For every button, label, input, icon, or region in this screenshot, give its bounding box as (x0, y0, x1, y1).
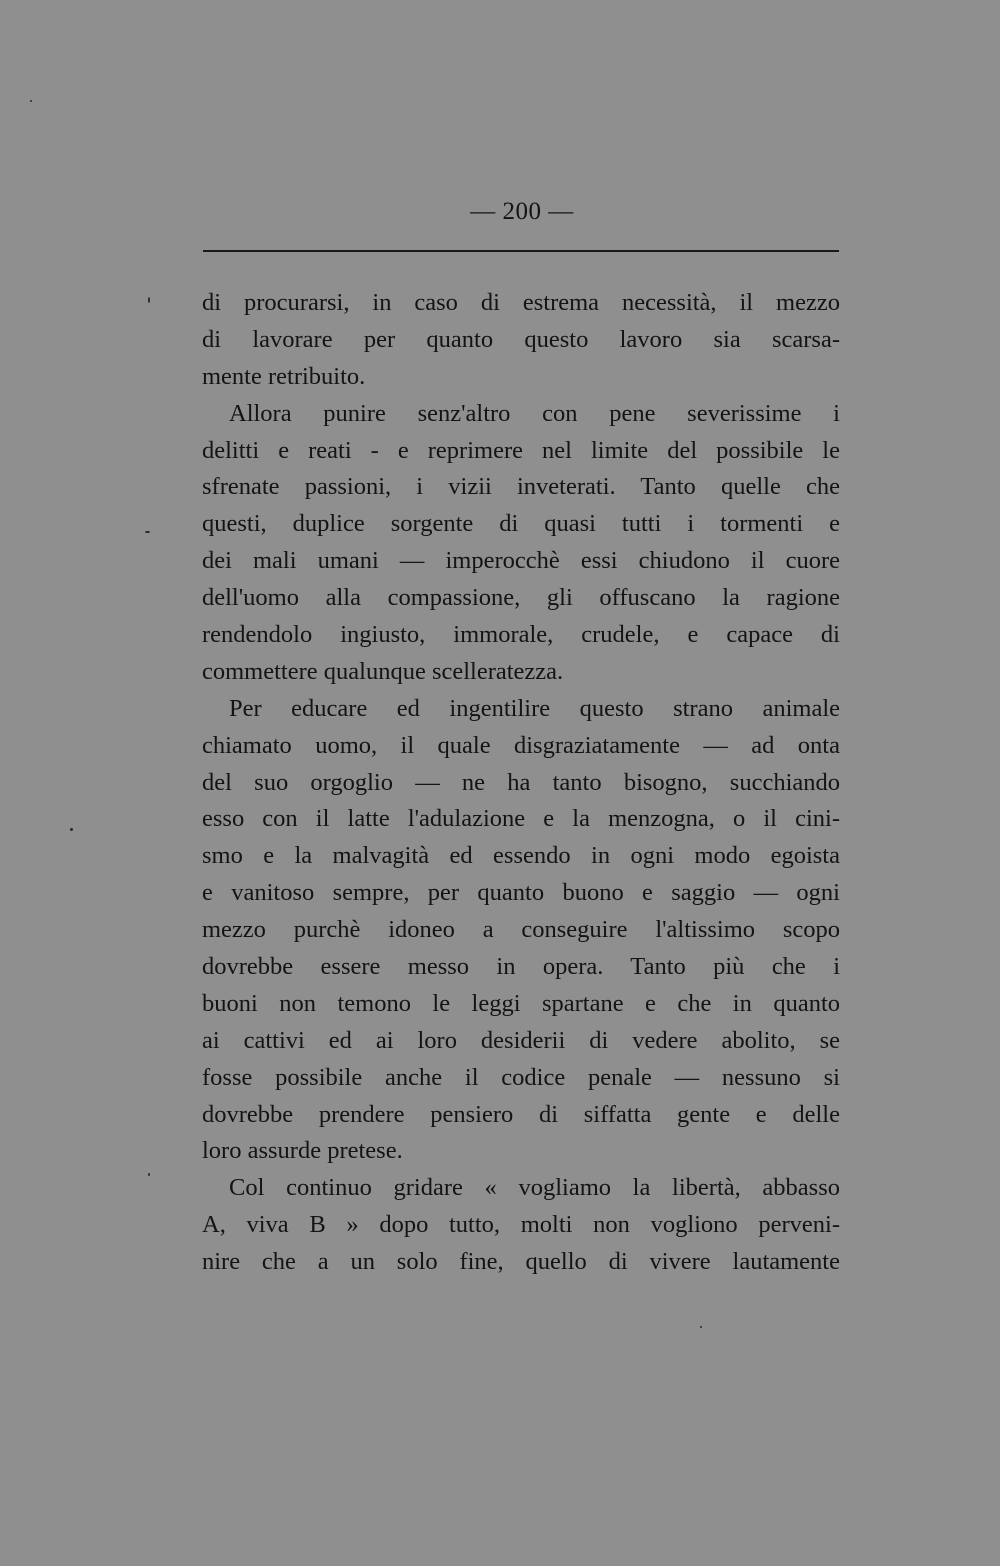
text-line: del suo orgoglio — ne ha tanto bisogno, succhiando (202, 768, 840, 796)
text-line: ai cattivi ed ai loro desiderii di vedere abolito, se (202, 1026, 840, 1054)
text-line: dei mali umani — imperocchè essi chiudono il cuore (202, 547, 840, 575)
scan-speck (700, 1326, 702, 1328)
text-line: nire che a un solo fine, quello di vivere lautamente (202, 1248, 840, 1276)
text-line: e vanitoso sempre, per quanto buono e saggio — ogni (202, 879, 840, 907)
text-line: di procurarsi, in caso di estrema necessità, il mezzo (202, 289, 840, 316)
scan-speck (30, 100, 32, 102)
text-line: Per educare ed ingentilire questo strano animale (229, 694, 840, 722)
text-line: di lavorare per quanto questo lavoro sia scarsa- (202, 325, 840, 353)
text-line: delitti e reati - e reprimere nel limite del possibile le (202, 436, 840, 464)
text-line: chiamato uomo, il quale disgraziatamente — ad onta (202, 731, 840, 759)
text-line: dovrebbe essere messo in opera. Tanto più che i (202, 953, 840, 981)
text-line: Allora punire senz'altro con pene severissime i (229, 399, 840, 427)
text-line: commettere qualunque scelleratezza. (202, 657, 564, 685)
text-line: mente retribuito. (202, 362, 366, 390)
text-line: questi, duplice sorgente di quasi tutti i tormenti e (202, 510, 840, 538)
text-line: fosse possibile anche il codice penale — nessuno si (202, 1063, 840, 1091)
page-number: — 200 — (470, 198, 574, 225)
scan-speck (145, 531, 150, 533)
text-line: buoni non temono le leggi spartane e che in quanto (202, 989, 840, 1017)
header-rule (203, 250, 839, 252)
scan-speck (70, 828, 73, 831)
scan-speck (148, 297, 150, 303)
text-line: sfrenate passioni, i vizii inveterati. Tanto quelle che (202, 473, 840, 501)
text-line: esso con il latte l'adulazione e la menzogna, o il cini- (202, 805, 840, 833)
body-text (202, 285, 840, 1281)
text-line: smo e la malvagità ed essendo in ogni modo egoista (202, 842, 840, 870)
text-line: A, viva B » dopo tutto, molti non vogliono perveni- (202, 1211, 840, 1239)
text-line: rendendolo ingiusto, immorale, crudele, e capace di (202, 621, 840, 649)
scan-speck (148, 1173, 150, 1176)
text-line: loro assurde pretese. (202, 1137, 403, 1165)
text-line: Col continuo gridare « vogliamo la libertà, abbasso (229, 1174, 840, 1202)
text-line: dell'uomo alla compassione, gli offuscano la ragione (202, 584, 840, 612)
text-line: dovrebbe prendere pensiero di siffatta gente e delle (202, 1100, 840, 1128)
text-line: mezzo purchè idoneo a conseguire l'altissimo scopo (202, 916, 840, 944)
